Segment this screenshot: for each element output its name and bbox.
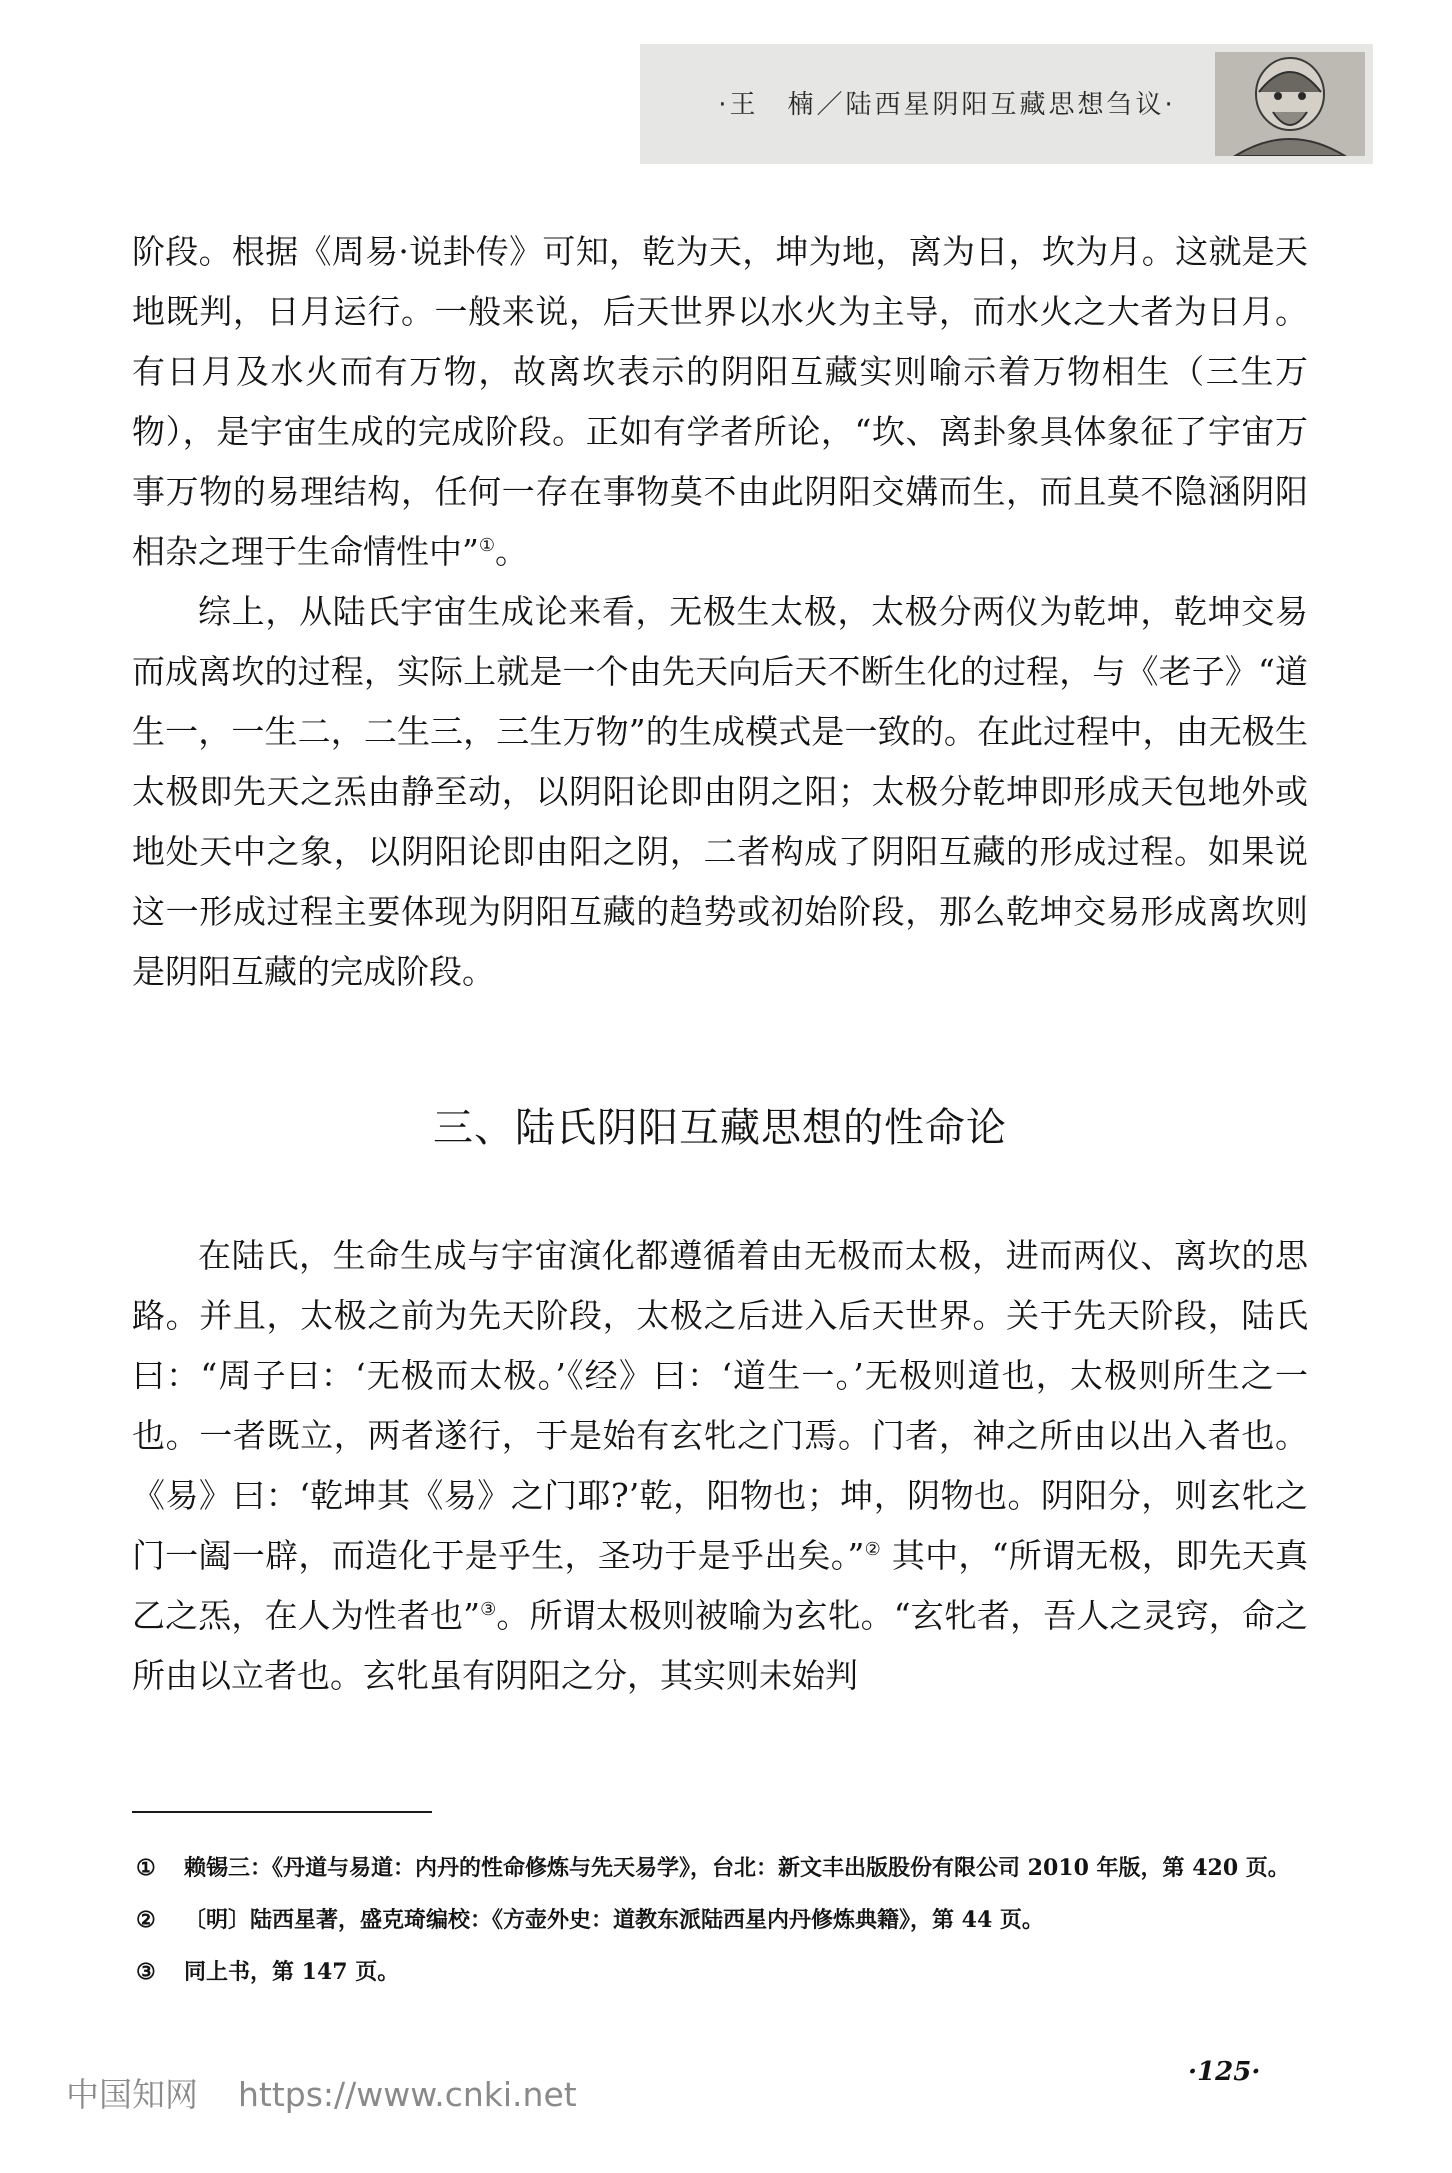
body-text-lower [132, 1226, 1308, 1706]
cnki-watermark [66, 2070, 577, 2120]
paragraph-text: 。所谓太极则被喻为玄牝。“玄牝者，吾人之灵窍，命之所由以立者也。玄牝虽有阴阳之分，其实则未始判 [132, 1596, 1309, 1695]
footnotes [132, 1846, 1308, 2002]
author-portrait-image [1215, 52, 1365, 156]
watermark-url: https://www.cnki.net [238, 2075, 577, 2114]
paragraph-text: 在陆氏，生命生成与宇宙演化都遵循着由无极而太极，进而两仪、离坎的思路。并且，太极之前为先天阶段，太极之后进入后天世界。关于先天阶段，陆氏曰：“周子曰：‘无极而太极。’《经》曰：‘道生一。’无极则道也，太极则所生之一也。一者既立，两者遂行，于是始有玄牝之门焉。门者，神之所由以出入者也。《易》曰：‘乾坤其《易》之门耶?’乾，阳物也；坤，阴物也。阴阳分，则玄牝之门一阖一辟，而造化于是乎生，圣功于是乎出矣。” [132, 1236, 1308, 1575]
paragraph-text: 其中，“所谓无极，即先天真乙之炁，在人为性者也” [132, 1536, 1308, 1635]
paragraph-summary: 综上，从陆氏宇宙生成论来看，无极生太极，太极分两仪为乾坤，乾坤交易而成离坎的过程，实际上就是一个由先天向后天不断生化的过程，与《老子》“道生一，一生二，二生三，三生万物”的生成模式是一致的。在此过程中，由无极生太极即先天之炁由静至动，以阴阳论即由阴之阳；太极分乾坤即形成天包地外或地处天中之象，以阴阳论即由阳之阴，二者构成了阴阳互藏的形成过程。如果说这一形成过程主要体现为阴阳互藏的趋势或初始阶段，那么乾坤交易形成离坎则是阴阳互藏的完成阶段。 [132, 592, 1308, 991]
footnote-mark: ② [136, 1907, 156, 1933]
footnote-item [132, 1898, 1308, 1942]
footnote-item [132, 1950, 1308, 1994]
footnote-ref: ① [478, 535, 496, 556]
footnote-item [132, 1846, 1308, 1890]
watermark-site-name: 中国知网 [66, 2075, 198, 2114]
footnote-ref: ② [864, 1539, 882, 1560]
section-heading: 三、陆氏阴阳互藏思想的性命论 [433, 1105, 1007, 1151]
footnote-mark: ① [136, 1855, 156, 1881]
footnote-text: 同上书，第 147 页。 [184, 1959, 400, 1985]
portrait-sketch [1215, 52, 1365, 156]
paragraph-tail: 。 [495, 532, 529, 571]
paragraph-text: 阶段。根据《周易·说卦传》可知，乾为天，坤为地，离为日，坎为月。这就是天地既判，日月运行。一般来说，后天世界以水火为主导，而水火之大者为日月。有日月及水火而有万物，故离坎表示的阴阳互藏实则喻示着万物相生（三生万物），是宇宙生成的完成阶段。正如有学者所论，“坎、离卦象具体象征了宇宙万事万物的易理结构，任何一存在事物莫不由此阴阳交媾而生，而且莫不隐涵阴阳相杂之理于生命情性中” [132, 232, 1308, 571]
body-text-upper [132, 222, 1308, 1002]
footnote-text: 〔明〕陆西星著，盛克琦编校：《方壶外史：道教东派陆西星内丹修炼典籍》，第 44 页。 [184, 1907, 1044, 1933]
running-title: ·王 楠／陆西星阴阳互藏思想刍议· [718, 90, 1176, 120]
footnote-divider [132, 1811, 432, 1813]
paragraph-section [132, 1226, 1308, 1706]
footnote-ref: ③ [480, 1599, 497, 1620]
page-number: ·125· [1188, 2057, 1261, 2087]
paragraph-continuation [132, 222, 1308, 582]
footnote-mark: ③ [136, 1959, 156, 1985]
footnote-text: 赖锡三：《丹道与易道：内丹的性命修炼与先天易学》，台北：新文丰出版股份有限公司 2010 年版，第 420 页。 [184, 1855, 1290, 1881]
